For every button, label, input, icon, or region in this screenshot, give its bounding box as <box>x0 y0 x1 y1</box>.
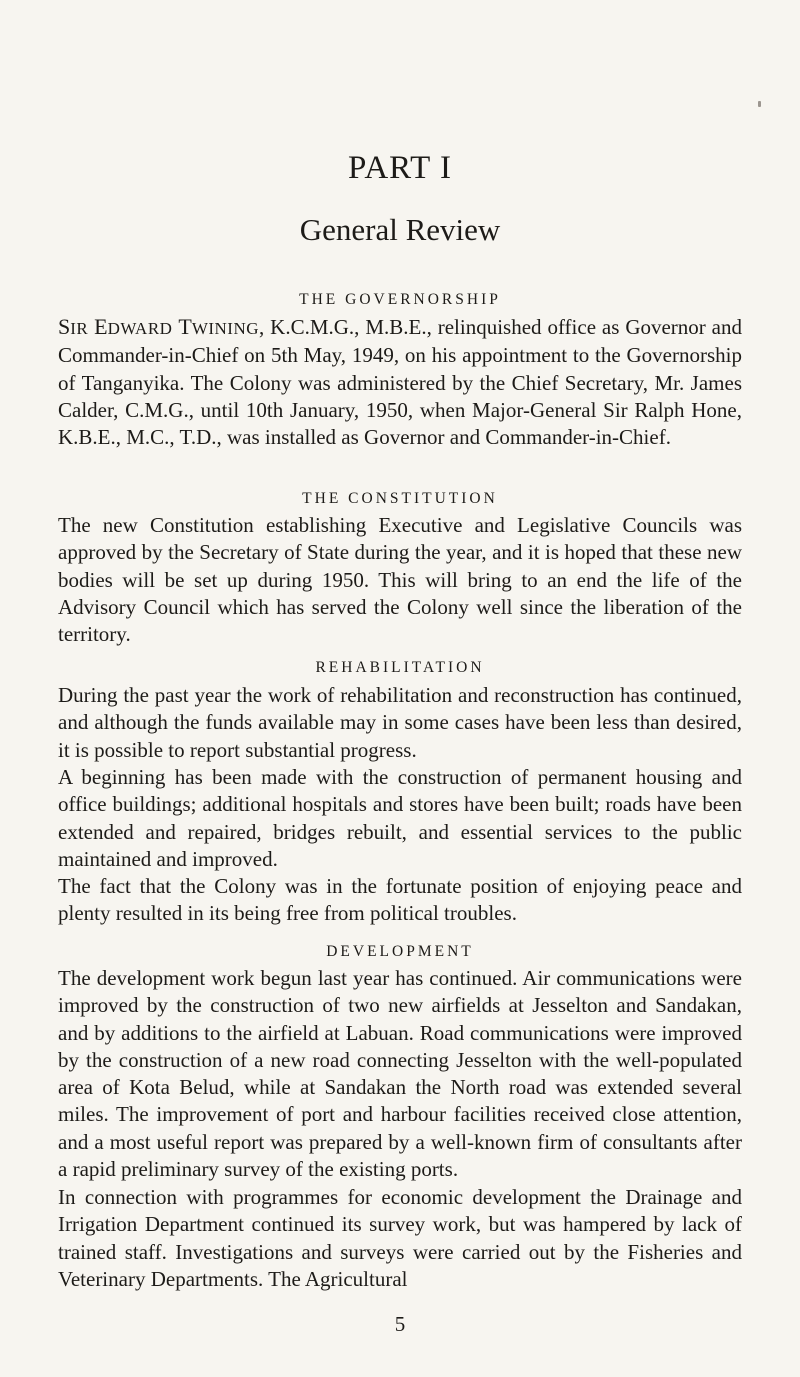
governorship-name-part: WINING <box>191 319 260 338</box>
part-heading: PART I <box>348 150 452 186</box>
development-paragraph: In connection with programmes for economic development the Drainage and Irrigation Department continued its survey work, but was hampered by lack of trained staff. Investigations and surveys were carried out by the Fisheries and Veterinary Departments. The Agricultural <box>58 1185 742 1291</box>
rehabilitation-paragraph: During the past year the work of rehabilitation and reconstruction has continued, and although the funds available may in some cases have been less than desired, it is possible to report substantial progress. <box>58 683 742 762</box>
page-number: 5 <box>394 1312 406 1336</box>
review-heading: General Review <box>299 212 501 247</box>
scan-mark <box>758 101 761 107</box>
governorship-heading: THE GOVERNORSHIP <box>299 291 501 308</box>
development-heading: DEVELOPMENT <box>326 943 474 960</box>
rehabilitation-paragraph: A beginning has been made with the construction of permanent housing and office buildings; additional hospitals and stores have been built; roads have been extended and repaired, bridges rebuilt, and essential services to the public maintained and improved. <box>58 765 742 871</box>
governorship-name-part: E <box>94 314 108 339</box>
constitution-paragraph: The new Constitution establishing Executive and Legislative Councils was approved by the Secretary of State during the year, and it is hoped that these new bodies will be set up during 1950. This will bring to an end the life of the Advisory Council which has served the Colony well since the liberation of the territory. <box>58 513 742 647</box>
development-paragraph: The development work begun last year has continued. Air communications were improved by the construction of two new airfields at Jesselton and Sandakan, and by additions to the airfield at Labuan. Road communications were improved by the construction of a new road connecting Jesselton with the well-populated area of Kota Belud, while at Sandakan the North road was extended several miles. The improvement of port and harbour facilities received close attention, and a most useful report was prepared by a well-known firm of consultants after a rapid preliminary survey of the existing ports. <box>58 966 742 1182</box>
governorship-name-part: S <box>58 314 71 339</box>
rehabilitation-paragraph: The fact that the Colony was in the fortunate position of enjoying peace and plenty resulted in its being free from political troubles. <box>58 874 742 926</box>
governorship-name-part: T <box>178 314 192 339</box>
rehabilitation-heading: REHABILITATION <box>315 659 485 676</box>
governorship-paragraph <box>58 313 742 451</box>
constitution-heading: THE CONSTITUTION <box>302 490 498 507</box>
governorship-name-part: IR <box>70 319 89 338</box>
governorship-text: , K.C.M.G., M.B.E., relinquished office as Governor and Commander-in-Chief on 5th May, 1949, on his appointment to the Governorship of Tanganyika. The Colony was administered by the Chief Secretary, Mr. James Calder, C.M.G., until 10th January, 1950, when Major-General Sir Ralph Hone, K.B.E., M.C., T.D., was installed as Governor and Commander-in-Chief. <box>58 315 743 450</box>
governorship-name-part: DWARD <box>107 319 173 338</box>
